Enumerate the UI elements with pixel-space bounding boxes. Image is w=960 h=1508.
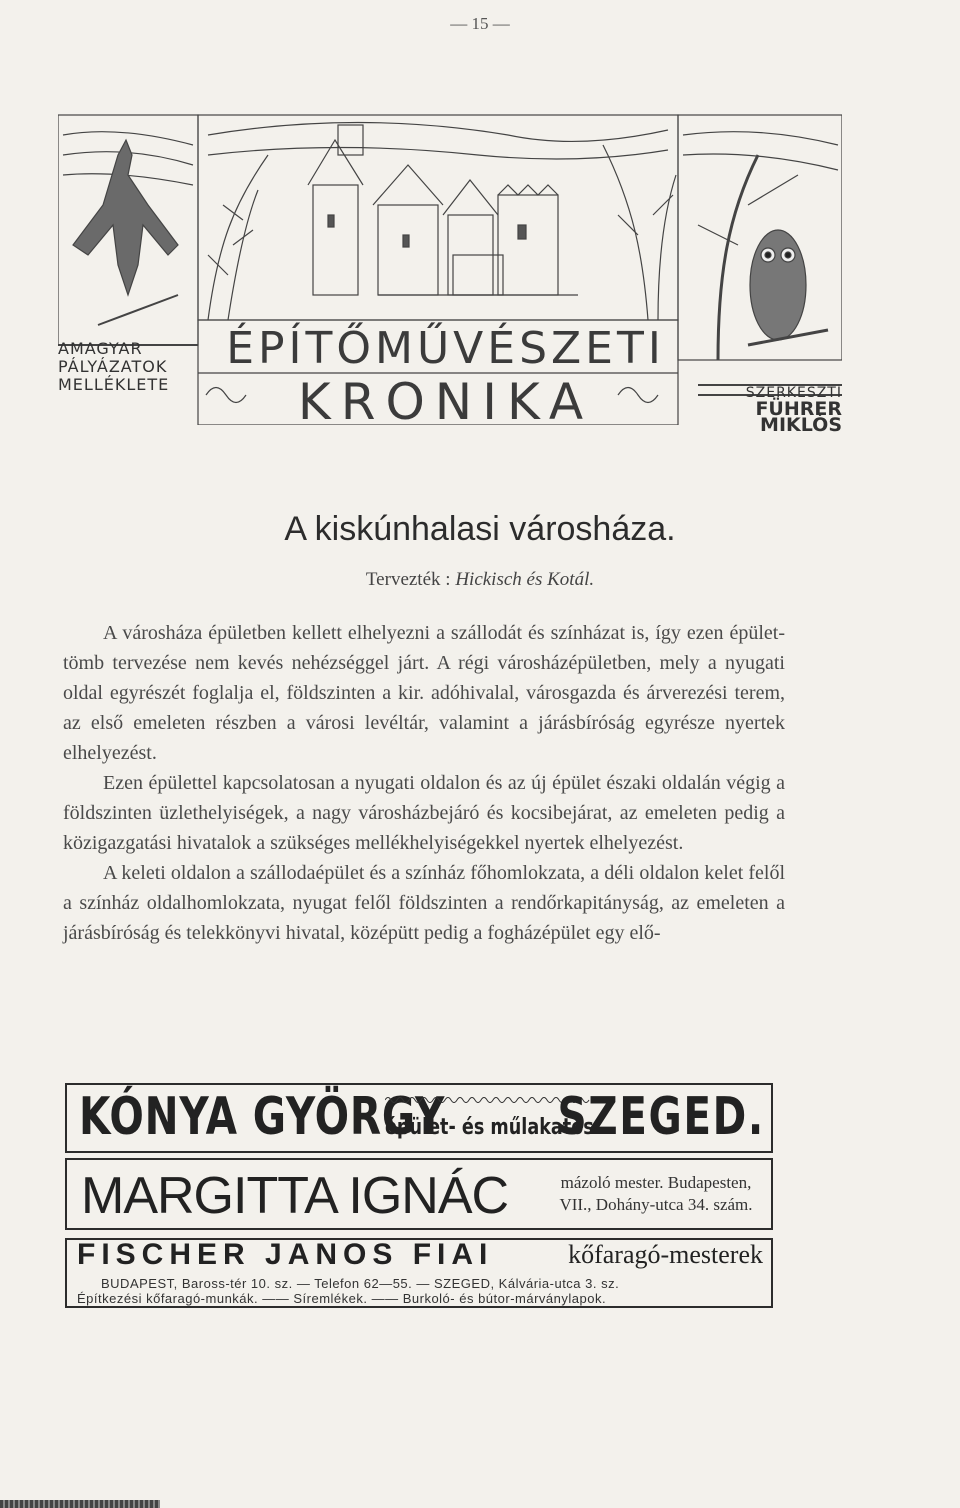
header-left-line: PÁLYÁZATOK <box>58 357 168 376</box>
magazine-title-line2: KRONIKA <box>297 373 594 431</box>
ad-konya-city: SZEGED. <box>557 1087 765 1147</box>
ad-margitta-line1: mázoló mester. Budapesten, <box>560 1173 752 1192</box>
ad-konya-trade: épület- és műlakatos <box>385 1115 594 1140</box>
ad-margitta-info <box>549 1172 763 1216</box>
ad-fischer <box>65 1238 773 1308</box>
header-left-label <box>58 340 208 394</box>
editor-name: FÜHRER MIKLÓS <box>755 398 842 436</box>
header-editor <box>684 385 842 436</box>
eagle-icon <box>73 140 178 295</box>
article-title: A kiskúnhalasi városháza. <box>284 510 676 548</box>
header-left-line: AMAGYAR <box>58 339 143 358</box>
editor-label: SZERKESZTI <box>745 385 842 401</box>
ad-margitta-line2: VII., Dohány-utca 34. szám. <box>559 1195 753 1214</box>
ad-fischer-services: Építkezési kőfaragó-munkák. —— Síremlékek. —— Burkoló- és bútor-márványlapok. <box>77 1291 607 1306</box>
paragraph: Ezen épülettel kapcsolatosan a nyugati oldalon és az új épület északi oldalán végig a földszinten üzlethelyiségek, a nagy városházbejáró és kocsibejárat, az emeleten pedig a közigazgatási hivatalok a szükséges mellékhelyiségekkel nyertek elhelyezést. <box>63 772 785 854</box>
ad-margitta <box>65 1158 773 1230</box>
ad-konya <box>65 1083 773 1153</box>
ad-fischer-address: BUDAPEST, Baross-tér 10. sz. — Telefon 62—55. — SZEGED, Kálvária-utca 3. sz. <box>101 1276 620 1291</box>
ad-konya-name: KÓNYA GYÖRGY <box>79 1087 446 1147</box>
castle-tower-right <box>498 195 558 295</box>
ad-fischer-trade: kőfaragó-mesterek <box>568 1240 763 1269</box>
ad-fischer-name: FISCHER JANOS FIAI <box>77 1238 494 1271</box>
paragraph: A keleti oldalon a szállodaépület és a színház főhomlokzata, a déli oldalon kelet felől a színház oldalhomlokzata, nyugat felől földszinten a rendőrkapitányság, az emeleten a járásbíróság és telekkönyvi hivatal, középütt pedig a fogházépület egy elő- <box>63 862 785 944</box>
designers-names: Hickisch és Kotál. <box>455 569 595 590</box>
article-body <box>63 618 785 948</box>
ad-margitta-name: MARGITTA IGNÁC <box>81 1167 509 1225</box>
magazine-title-line1: ÉPÍTŐMŰVÉSZETI <box>226 323 665 374</box>
designers-line <box>0 569 960 591</box>
designers-label: Tervezték : <box>365 569 451 590</box>
page-number: — 15 — <box>450 14 510 33</box>
castle-tower-left <box>313 185 358 295</box>
paragraph: A városháza épületben kellett elhelyezni a szállodát és színházat is, így ezen épület-tömb tervezése nem kevés nehézséggel járt. A régi városházépületben, mely a nyugati oldal egyrészét foglalja el, földszinten a kir. adóhivalal, városgazda és árverezési terem, az első emeleten részben a városi levéltár, valamint a járásbíróság egyrésze nyertek elhelyezést. <box>63 622 785 764</box>
print-edge-strip <box>0 1500 160 1508</box>
header-banner <box>58 95 842 436</box>
owl-icon <box>750 230 806 340</box>
header-left-line: MELLÉKLETE <box>58 375 170 394</box>
